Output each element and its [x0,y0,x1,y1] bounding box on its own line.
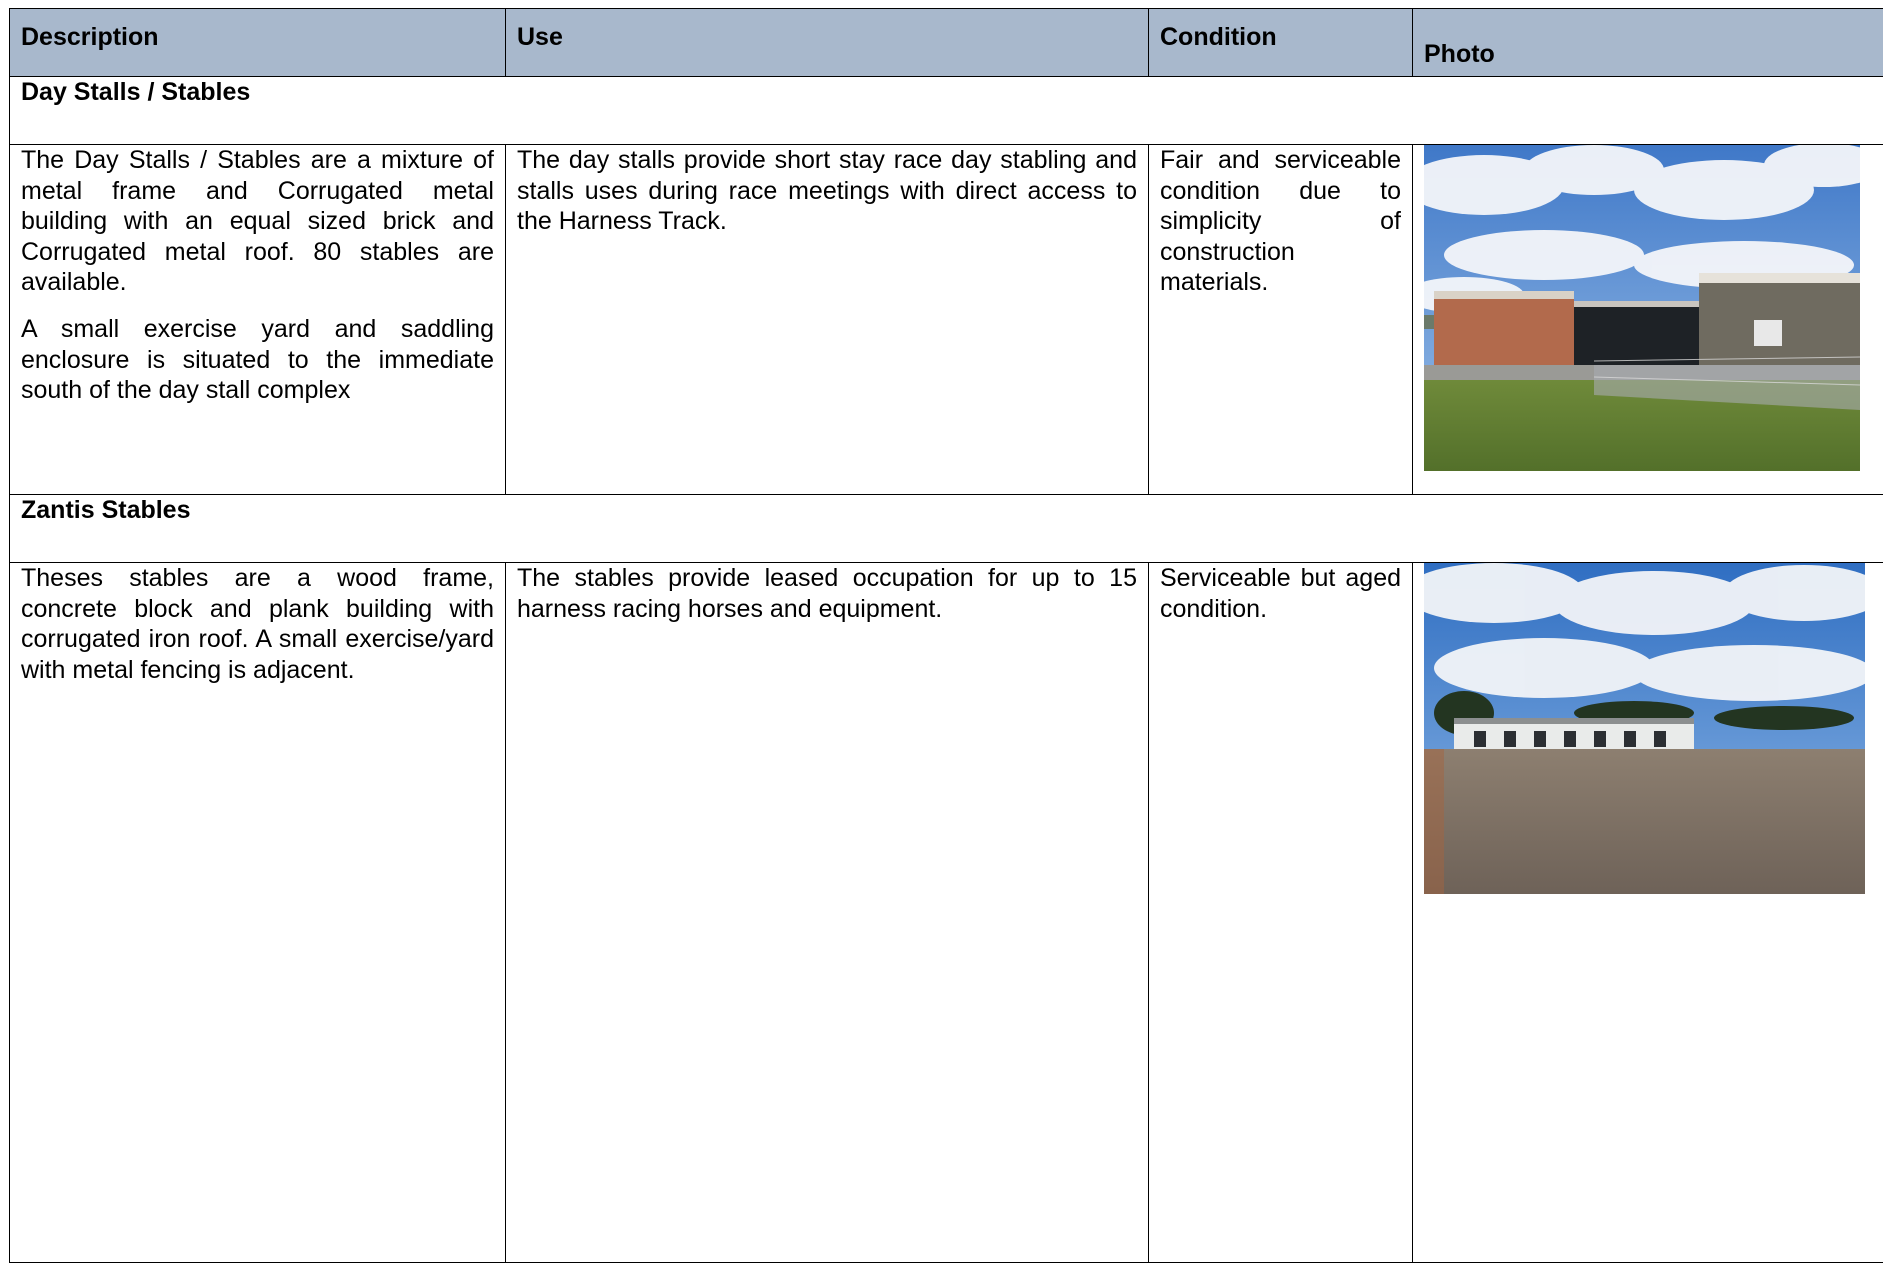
table-row [10,145,1883,495]
section-title: Zantis Stables [10,495,1883,563]
description-paragraph: The Day Stalls / Stables are a mixture of metal frame and Corrugated metal building with an equal sized brick and Corrugated metal roof. 80 stables are available. [21,145,494,298]
description-paragraph: A small exercise yard and saddling enclosure is situated to the immediate south of the day stall complex [21,314,494,406]
use-cell: The stables provide leased occupation for up to 15 harness racing horses and equipment. [506,563,1149,1263]
stables-photo [1424,563,1865,894]
description-paragraph: Theses stables are a wood frame, concrete block and plank building with corrugated iron roof. A small exercise/yard with metal fencing is adjacent. [21,563,494,685]
photo-cell [1413,563,1883,1263]
use-cell: The day stalls provide short stay race day stabling and stalls uses during race meetings with direct access to the Harness Track. [506,145,1149,495]
header-use: Use [506,9,1149,77]
photo-cell [1413,145,1883,495]
section-row [10,77,1883,145]
section-row [10,495,1883,563]
description-cell [10,145,506,495]
section-title: Day Stalls / Stables [10,77,1883,145]
assets-table [9,8,1883,1263]
description-cell [10,563,506,1263]
condition-cell: Serviceable but aged condition. [1149,563,1413,1263]
header-description: Description [10,9,506,77]
header-condition: Condition [1149,9,1413,77]
condition-cell: Fair and serviceable condition due to simplicity of construction materials. [1149,145,1413,495]
header-photo: Photo [1413,9,1883,77]
stables-photo [1424,145,1860,471]
table-row [10,563,1883,1263]
header-row [10,9,1883,77]
